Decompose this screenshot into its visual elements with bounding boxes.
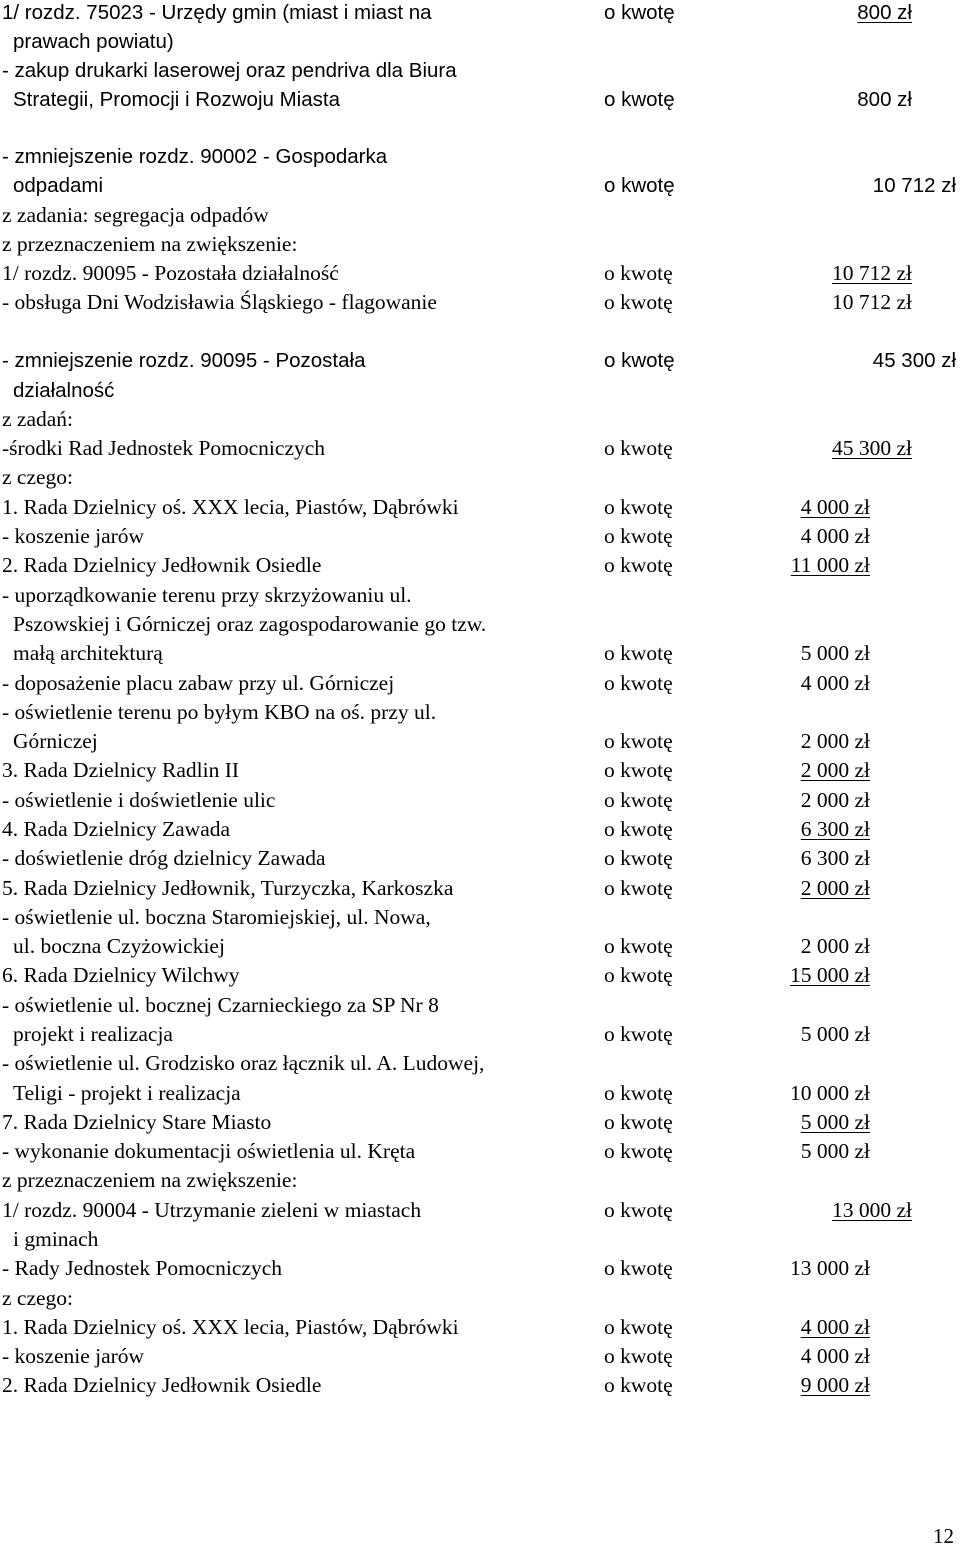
line-text: - koszenie jarów: [2, 524, 145, 548]
line-amount: 2 000 zł: [800, 876, 870, 900]
budget-line: [0, 27, 960, 56]
line-text: działalność: [13, 379, 115, 402]
line-amount: 11 000 zł: [790, 553, 870, 577]
budget-line: [0, 288, 960, 317]
line-text: z zadania: segregacja odpadów: [2, 203, 269, 227]
budget-line: [0, 463, 960, 492]
line-text: 5. Rada Dzielnicy Jedłownik, Turzyczka, Karkoszka: [2, 876, 454, 900]
amount-label: o kwotę: [604, 729, 673, 753]
budget-line: [0, 346, 960, 375]
amount-label: o kwotę: [604, 1344, 673, 1368]
line-text: 1. Rada Dzielnicy oś. XXX lecia, Piastów, Dąbrówki: [2, 495, 459, 519]
line-amount: 13 000 zł: [831, 1198, 912, 1222]
budget-line: [0, 961, 960, 990]
amount-label: o kwotę: [604, 758, 673, 782]
line-amount: 13 000 zł: [789, 1256, 870, 1280]
budget-line: [0, 230, 960, 259]
amount-label: o kwotę: [604, 261, 673, 285]
budget-line: [0, 903, 960, 932]
budget-line: [0, 56, 960, 85]
line-amount: 10 000 zł: [789, 1081, 870, 1105]
budget-line: [0, 1020, 960, 1049]
amount-label: o kwotę: [604, 963, 673, 987]
line-text: ul. boczna Czyżowickiej: [13, 934, 225, 958]
line-text: Pszowskiej i Górniczej oraz zagospodarowanie go tzw.: [13, 612, 487, 636]
line-text: - wykonanie dokumentacji oświetlenia ul. Kręta: [2, 1139, 416, 1163]
budget-line: [0, 815, 960, 844]
budget-line: [0, 991, 960, 1020]
line-amount: 2 000 zł: [800, 934, 870, 958]
budget-line: [0, 1313, 960, 1342]
budget-line: [0, 142, 960, 171]
budget-line: [0, 1196, 960, 1225]
line-text: z czego:: [2, 465, 74, 489]
budget-line: [0, 1049, 960, 1078]
line-amount: 4 000 zł: [800, 671, 870, 695]
budget-line: [0, 171, 960, 200]
budget-line: [0, 844, 960, 873]
budget-line: [0, 493, 960, 522]
line-amount: 10 712 zł: [872, 174, 956, 197]
line-text: Górniczej: [13, 729, 98, 753]
budget-line: [0, 405, 960, 434]
line-amount: 2 000 zł: [800, 788, 870, 812]
line-text: - uporządkowanie terenu przy skrzyżowaniu ul.: [2, 583, 412, 607]
amount-label: o kwotę: [604, 174, 675, 197]
line-amount: 800 zł: [857, 1, 912, 24]
line-text: - oświetlenie ul. Grodzisko oraz łącznik ul. A. Ludowej,: [2, 1051, 485, 1075]
budget-line: [0, 1371, 960, 1400]
line-text: - oświetlenie ul. bocznej Czarnieckiego za SP Nr 8: [2, 993, 439, 1017]
line-text: Strategii, Promocji i Rozwoju Miasta: [13, 88, 340, 111]
line-amount: 15 000 zł: [789, 963, 870, 987]
amount-label: o kwotę: [604, 846, 673, 870]
line-amount: 4 000 zł: [800, 1315, 870, 1339]
budget-line: [0, 727, 960, 756]
line-text: Teligi - projekt i realizacja: [13, 1081, 241, 1105]
amount-label: o kwotę: [604, 1, 675, 24]
amount-label: o kwotę: [604, 1198, 673, 1222]
line-amount: 5 000 zł: [800, 641, 870, 665]
line-text: - zakup drukarki laserowej oraz pendriva dla Biura: [2, 59, 457, 82]
line-amount: 5 000 zł: [800, 1110, 870, 1134]
line-text: -środki Rad Jednostek Pomocniczych: [2, 436, 326, 460]
budget-line: [0, 610, 960, 639]
line-text: - zmniejszenie rozdz. 90095 - Pozostała: [2, 349, 366, 372]
line-amount: 5 000 zł: [800, 1139, 870, 1163]
budget-line: [0, 522, 960, 551]
line-amount: 2 000 zł: [800, 758, 870, 782]
line-text: - oświetlenie ul. boczna Staromiejskiej, ul. Nowa,: [2, 905, 431, 929]
budget-line: [0, 1284, 960, 1313]
line-text: 4. Rada Dzielnicy Zawada: [2, 817, 231, 841]
line-text: 6. Rada Dzielnicy Wilchwy: [2, 963, 240, 987]
line-amount: 4 000 zł: [800, 524, 870, 548]
line-text: i gminach: [13, 1227, 99, 1251]
line-text: projekt i realizacja: [13, 1022, 173, 1046]
line-text: - Rady Jednostek Pomocniczych: [2, 1256, 283, 1280]
budget-line: [0, 1342, 960, 1371]
budget-line: [0, 0, 960, 27]
line-text: 1/ rozdz. 90004 - Utrzymanie zieleni w miastach: [2, 1198, 422, 1222]
budget-line: [0, 1137, 960, 1166]
line-amount: 45 300 zł: [831, 436, 912, 460]
budget-line: [0, 85, 960, 114]
budget-line: [0, 1225, 960, 1254]
budget-line: [0, 669, 960, 698]
line-text: - doposażenie placu zabaw przy ul. Górniczej: [2, 671, 395, 695]
amount-label: o kwotę: [604, 1256, 673, 1280]
budget-line: [0, 581, 960, 610]
line-text: 7. Rada Dzielnicy Stare Miasto: [2, 1110, 272, 1134]
budget-line: [0, 932, 960, 961]
line-text: 1. Rada Dzielnicy oś. XXX lecia, Piastów, Dąbrówki: [2, 1315, 459, 1339]
amount-label: o kwotę: [604, 495, 673, 519]
amount-label: o kwotę: [604, 349, 675, 372]
line-amount: 5 000 zł: [800, 1022, 870, 1046]
budget-line: [0, 786, 960, 815]
line-amount: 4 000 zł: [800, 495, 870, 519]
amount-label: o kwotę: [604, 788, 673, 812]
amount-label: o kwotę: [604, 1139, 673, 1163]
line-amount: 800 zł: [857, 88, 912, 111]
line-text: 2. Rada Dzielnicy Jedłownik Osiedle: [2, 553, 322, 577]
amount-label: o kwotę: [604, 290, 673, 314]
line-text: 2. Rada Dzielnicy Jedłownik Osiedle: [2, 1373, 322, 1397]
amount-label: o kwotę: [604, 876, 673, 900]
line-text: - koszenie jarów: [2, 1344, 145, 1368]
line-text: - obsługa Dni Wodzisławia Śląskiego - flagowanie: [2, 290, 437, 314]
amount-label: o kwotę: [604, 1373, 673, 1397]
page-number: 12: [933, 1524, 954, 1548]
budget-line: [0, 551, 960, 580]
amount-label: o kwotę: [604, 88, 675, 111]
budget-line: [0, 434, 960, 463]
amount-label: o kwotę: [604, 436, 673, 460]
amount-label: o kwotę: [604, 1081, 673, 1105]
line-text: z przeznaczeniem na zwiększenie:: [2, 232, 298, 256]
line-text: - oświetlenie terenu po byłym KBO na oś. przy ul.: [2, 700, 437, 724]
line-amount: 6 300 zł: [800, 817, 870, 841]
amount-label: o kwotę: [604, 934, 673, 958]
line-amount: 6 300 zł: [800, 846, 870, 870]
budget-line: [0, 201, 960, 230]
budget-line: [0, 1254, 960, 1283]
budget-line: [0, 259, 960, 288]
line-text: z zadań:: [2, 407, 74, 431]
budget-line: [0, 1166, 960, 1195]
line-text: 3. Rada Dzielnicy Radlin II: [2, 758, 240, 782]
line-text: - zmniejszenie rozdz. 90002 - Gospodarka: [2, 145, 388, 168]
line-amount: 10 712 zł: [831, 290, 912, 314]
budget-line: [0, 376, 960, 405]
line-amount: 45 300 zł: [872, 349, 956, 372]
amount-label: o kwotę: [604, 553, 673, 577]
line-text: małą architekturą: [13, 641, 163, 665]
line-amount: 2 000 zł: [800, 729, 870, 753]
amount-label: o kwotę: [604, 641, 673, 665]
line-text: 1/ rozdz. 75023 - Urzędy gmin (miast i miast na: [2, 1, 432, 24]
line-text: z czego:: [2, 1286, 74, 1310]
amount-label: o kwotę: [604, 524, 673, 548]
line-text: - doświetlenie dróg dzielnicy Zawada: [2, 846, 326, 870]
line-amount: 10 712 zł: [831, 261, 912, 285]
amount-label: o kwotę: [604, 671, 673, 695]
line-text: z przeznaczeniem na zwiększenie:: [2, 1168, 298, 1192]
budget-line: [0, 874, 960, 903]
line-text: prawach powiatu): [13, 30, 174, 53]
budget-line: [0, 698, 960, 727]
line-text: 1/ rozdz. 90095 - Pozostała działalność: [2, 261, 339, 285]
budget-line: [0, 1108, 960, 1137]
line-amount: 9 000 zł: [800, 1373, 870, 1397]
amount-label: o kwotę: [604, 817, 673, 841]
amount-label: o kwotę: [604, 1022, 673, 1046]
budget-line: [0, 1079, 960, 1108]
line-text: odpadami: [13, 174, 104, 197]
budget-line: [0, 756, 960, 785]
amount-label: o kwotę: [604, 1110, 673, 1134]
line-amount: 4 000 zł: [800, 1344, 870, 1368]
amount-label: o kwotę: [604, 1315, 673, 1339]
line-text: - oświetlenie i doświetlenie ulic: [2, 788, 276, 812]
budget-line: [0, 639, 960, 668]
